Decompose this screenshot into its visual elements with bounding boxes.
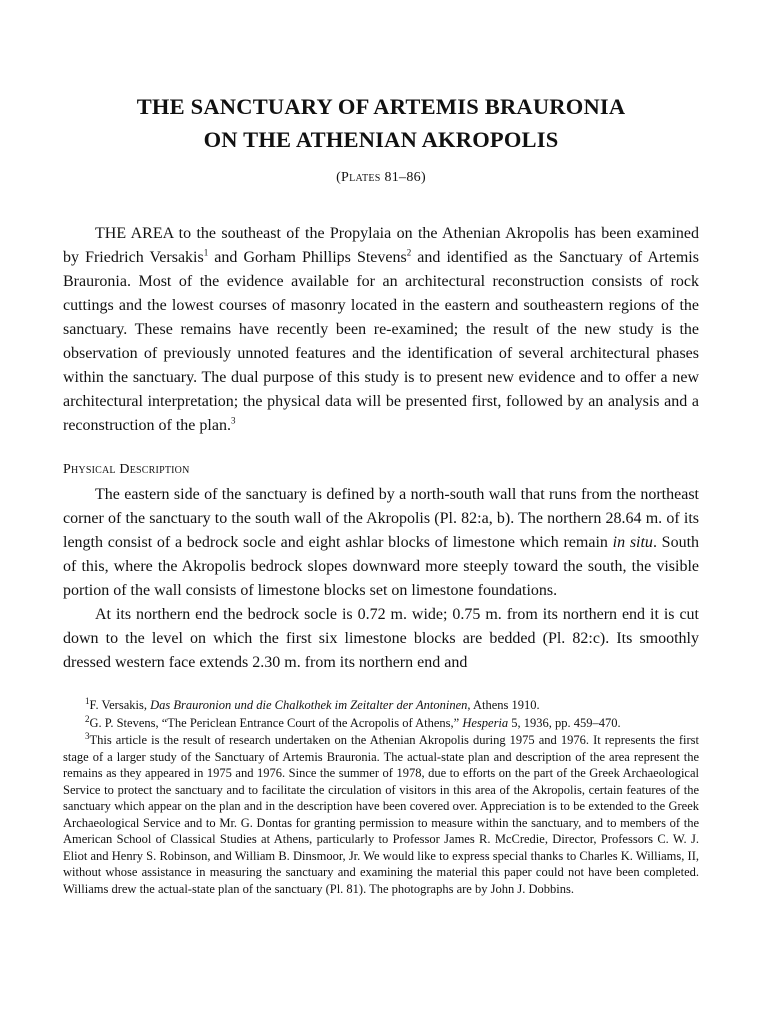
plates-reference: (Plates 81–86)	[336, 170, 426, 185]
para1-text-b: . South of this, where the Akropolis bedrock slopes downward more steeply toward the south, the visible portion of the wall consists of limestone blocks set on limestone foundations.	[63, 534, 700, 599]
intro-section	[63, 222, 699, 438]
footnote-3-text: This article is the result of research undertaken on the Athenian Akropolis during 1975 and 1976. It represents the first stage of a larger study of the Sanctuary of Artemis Brauronia. The actual-state plan and description of the area represent the remains as they appeared in 1975 and 1976. Since the summer of 1978, due to efforts on the part of the Greek Archaeological Service to protect the sanctuary and to facilitate the circulation of visitors in this area of the Akropolis, certain features of the sanctuary which appear on the plan and in the description have been covered over. Appreciation is to be extended to the Greek Archaeological Service and to Mr. G. Dontas for granting permission to measure within the sanctuary, and to members of the American School of Classical Studies at Athens, particularly to Professor James R. McCredie, Director, Professors C. W. J. Eliot and Henry S. Robinson, and William B. Dinsmoor, Jr. We would like to express special thanks to Charles K. Williams, II, without whose assistance in measuring the sanctuary and examining the material this paper could not have been completed. Williams drew the actual-state plan of the sanctuary (Pl. 81). The photographs are by John J. Dobbins.	[63, 733, 699, 896]
article-title-line-2: ON THE ATHENIAN AKROPOLIS	[203, 127, 559, 152]
footnote-ref-1: 1	[203, 247, 209, 258]
section-heading-physical-description: Physical Description	[63, 462, 190, 477]
body-paragraph-2: At its northern end the bedrock socle is 0.72 m. wide; 0.75 m. from its northern end it is cut down to the level on which the first six limestone blocks are bedded (Pl. 82:c). Its smoothly dressed western face extends 2.30 m. from its northern end and	[63, 606, 699, 671]
footnote-ref-2: 2	[406, 247, 412, 258]
footnote-ref-3: 3	[230, 415, 236, 426]
article-title	[63, 90, 699, 156]
footnote-2-text-a: G. P. Stevens, “The Periclean Entrance Court of the Acropolis of Athens,”	[89, 715, 463, 730]
footnote-2-italic: Hesperia	[462, 715, 509, 730]
footnote-1-text-b: , Athens 1910.	[467, 698, 540, 712]
footnote-1	[63, 697, 699, 714]
footnote-2-text-b: 5, 1936, pp. 459–470.	[508, 715, 621, 730]
physical-description-section	[63, 483, 699, 675]
intro-text-c: and identified as the Sanctuary of Artemis Brauronia. Most of the evidence available for an architectural reconstruction consists of rock cuttings and the lowest courses of masonry located in the eastern and southeastern regions of the sanctuary. These remains have recently been re-examined; the result of the new study is the observation of previously unnoted features and the identification of several architectural phases within the sanctuary. The dual purpose of this study is to present new evidence and to offer a new architectural interpretation; the physical data will be presented first, followed by an analysis and a reconstruction of the plan.	[63, 249, 699, 434]
body-paragraph-1	[63, 483, 699, 603]
footnote-3-number: 3	[85, 730, 90, 741]
article-title-line-1: THE SANCTUARY OF ARTEMIS BRAURONIA	[136, 94, 626, 119]
intro-paragraph	[63, 222, 699, 438]
intro-text-a: THE AREA to the southeast of the Propylaia on the Athenian Akropolis has been examined by Friedrich Versakis	[63, 225, 699, 266]
footnote-3	[63, 732, 699, 897]
article-page	[63, 90, 699, 897]
footnote-1-text-a: F. Versakis,	[89, 698, 151, 712]
footnote-1-number: 1	[85, 695, 90, 706]
footnote-1-italic: Das Brauronion und die Chalkothek im Zeitalter der Antoninen	[150, 698, 468, 712]
footnote-2-number: 2	[85, 713, 90, 724]
footnotes	[63, 697, 699, 897]
intro-text-b: and Gorham Phillips Stevens	[208, 249, 407, 266]
para1-text-a: The eastern side of the sanctuary is defined by a north-south wall that runs from the northeast corner of the sanctuary to the south wall of the Akropolis (Pl. 82:a, b). The northern 28.64 m. of its length consist of a bedrock socle and eight ashlar blocks of limestone which remain	[63, 486, 699, 551]
para1-italic: in situ	[612, 534, 653, 551]
footnote-2	[63, 715, 699, 732]
